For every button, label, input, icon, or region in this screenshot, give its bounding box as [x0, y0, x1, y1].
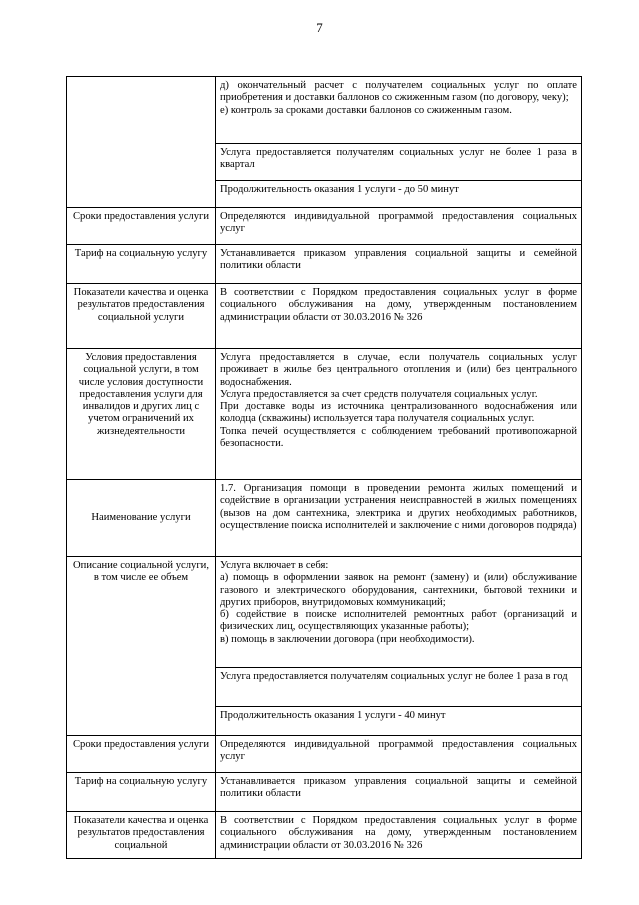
paragraph: Услуга предоставляется за счет средств получателя социальных услуг.	[220, 388, 538, 400]
row-value: Определяются индивидуальной программой предоставления социальных услуг	[216, 208, 582, 245]
table-row	[67, 557, 582, 668]
row-value: Устанавливается приказом управления социальной защиты и семейной политики области	[216, 245, 582, 284]
row-label: Показатели качества и оценка результатов предоставления социальной	[67, 812, 216, 859]
label-cell-empty	[67, 77, 216, 208]
frequency-cell: Услуга предоставляется получателям социальных услуг не более 1 раза в квартал	[216, 144, 582, 181]
row-value: Определяются индивидуальной программой предоставления социальных услуг	[216, 736, 582, 773]
paragraph: При доставке воды из источника централизованного водоснабжения или колодца (скважины) используется тара получателя социальных услуг.	[220, 401, 577, 425]
list-item: б) содействие в поиске исполнителей ремонтных работ (организаций и физических лиц, осуществляющих указанные работы);	[220, 609, 577, 633]
paragraph: Топка печей осуществляется с соблюдением требований противопожарной безопасности.	[220, 425, 577, 450]
table-row	[67, 773, 582, 812]
description-cell	[216, 77, 582, 144]
row-value: 1.7. Организация помощи в проведении ремонта жилых помещений и содействие в организации устранения неисправностей в жилых помещениях (вызов на дом сантехника, электрика и других необходимых работников, осуществление поиска исполнителей и заключение с ними договоров подряда)	[216, 480, 582, 557]
table-row	[67, 349, 582, 480]
table-row	[67, 208, 582, 245]
row-label: Условия предоставления социальной услуги, в том числе условия доступности предоставления услуги для инвалидов и других лиц с учетом ограничений их жизнедеятельности	[67, 349, 216, 480]
services-table	[66, 76, 582, 859]
row-label: Тариф на социальную услугу	[67, 773, 216, 812]
row-label: Сроки предоставления услуги	[67, 736, 216, 773]
table-row	[67, 812, 582, 859]
duration-cell: Продолжительность оказания 1 услуги - до 50 минут	[216, 181, 582, 208]
page-number: 7	[316, 20, 323, 35]
duration-cell: Продолжительность оказания 1 услуги - 40 минут	[216, 707, 582, 736]
list-item: д) окончательный расчет с получателем социальных услуг по оплате приобретения и доставки баллонов со сжиженным газом (по договору, чеку);	[220, 80, 577, 104]
table-row	[67, 736, 582, 773]
table-row	[67, 284, 582, 349]
row-value: В соответствии с Порядком предоставления социальных услуг в форме социального обслуживания на дому, утвержденным постановлением администрации области от 30.03.2016 № 326	[216, 812, 582, 859]
intro-text: Услуга включает в себя:	[220, 560, 329, 571]
row-label: Сроки предоставления услуги	[67, 208, 216, 245]
table-row	[67, 480, 582, 557]
row-value	[216, 349, 582, 480]
table-row	[67, 77, 582, 144]
list-item: в) помощь в заключении договора (при необходимости).	[220, 633, 475, 645]
row-label: Наименование услуги	[67, 480, 216, 557]
paragraph: Услуга предоставляется в случае, если получатель социальных услуг проживает в жилье без центрального отопления и (или) без центрального водоснабжения.	[220, 352, 577, 388]
list-item: а) помощь в оформлении заявок на ремонт (замену) и (или) обслуживание газового и электрического оборудования, сантехники, бытовой техники и других приборов, внутридомовых коммуникаций;	[220, 572, 577, 608]
row-value: Устанавливается приказом управления социальной защиты и семейной политики области	[216, 773, 582, 812]
row-value: В соответствии с Порядком предоставления социальных услуг в форме социального обслуживания на дому, утвержденным постановлением администрации области от 30.03.2016 № 326	[216, 284, 582, 349]
frequency-cell: Услуга предоставляется получателям социальных услуг не более 1 раза в год	[216, 668, 582, 707]
table-row	[67, 245, 582, 284]
description-cell	[216, 557, 582, 668]
row-label: Тариф на социальную услугу	[67, 245, 216, 284]
row-label: Описание социальной услуги, в том числе ее объем	[67, 557, 216, 736]
row-label: Показатели качества и оценка результатов предоставления социальной услуги	[67, 284, 216, 349]
list-item: е) контроль за сроками доставки баллонов со сжиженным газом.	[220, 104, 512, 116]
